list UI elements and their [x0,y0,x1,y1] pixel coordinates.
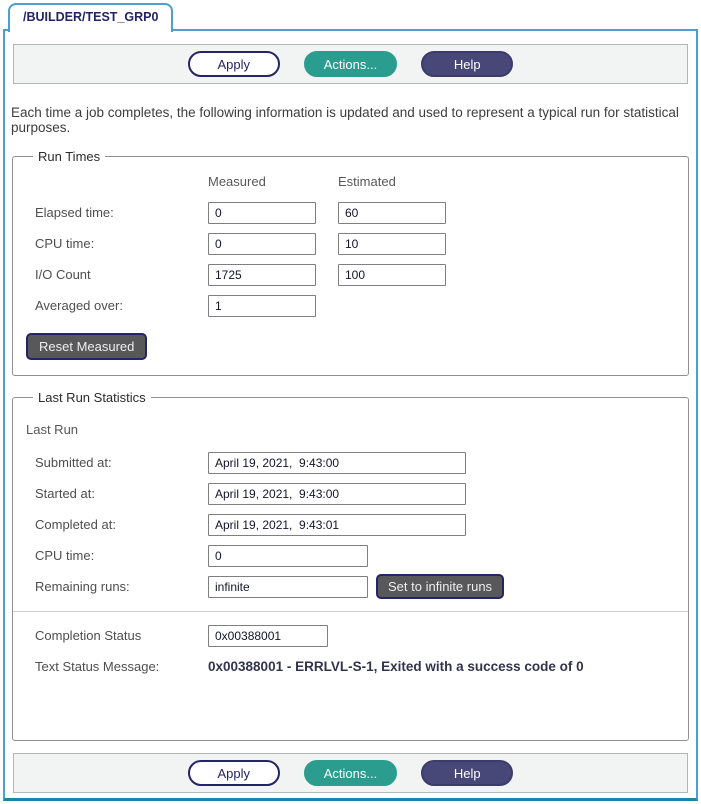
run-times-legend: Run Times [38,149,101,164]
completed-at-label: Completed at: [35,517,116,532]
averaged-over-row [25,290,678,321]
remaining-runs-row [25,571,678,602]
elapsed-time-label: Elapsed time: [35,205,114,220]
completion-status-label: Completion Status [35,628,142,643]
text-status-message-label: Text Status Message: [35,659,160,674]
submitted-at-input[interactable] [208,452,466,474]
remaining-runs-input[interactable] [208,576,368,598]
cpu-time-measured-input[interactable] [208,233,316,255]
cpu-time-row [25,228,678,259]
elapsed-time-measured-input[interactable] [208,202,316,224]
run-times-fieldset [12,149,689,376]
completed-at-row [25,509,678,540]
main-panel [3,29,698,801]
started-at-input[interactable] [208,483,466,505]
apply-button-bottom[interactable]: Apply [188,760,280,786]
cpu-time-label: CPU time: [35,236,95,251]
actions-button-bottom[interactable]: Actions... [304,760,397,786]
last-run-label: Last Run [26,422,79,437]
submitted-at-row [25,447,678,478]
last-run-statistics-legend: Last Run Statistics [38,390,146,405]
cpu-time-estimated-input[interactable] [338,233,446,255]
help-button-bottom[interactable]: Help [421,760,513,786]
remaining-runs-label: Remaining runs: [35,579,130,594]
bottom-toolbar [13,753,688,793]
started-at-row [25,478,678,509]
last-run-statistics-fieldset [12,390,689,741]
reset-measured-button[interactable]: Reset Measured [26,333,147,360]
text-status-message-row [25,651,678,682]
description-text: Each time a job completes, the following information is updated and used to represent a typical run for statistical purposes. [11,105,679,135]
help-button-top[interactable]: Help [421,51,513,77]
last-cpu-time-label: CPU time: [35,548,95,563]
estimated-column-header: Estimated [338,174,396,189]
section-divider [13,611,688,612]
elapsed-time-estimated-input[interactable] [338,202,446,224]
apply-button-top[interactable]: Apply [188,51,280,77]
io-count-estimated-input[interactable] [338,264,446,286]
measured-column-header: Measured [208,174,266,189]
last-cpu-time-input[interactable] [208,545,368,567]
actions-button-top[interactable]: Actions... [304,51,397,77]
set-infinite-runs-button[interactable]: Set to infinite runs [376,574,504,599]
io-count-measured-input[interactable] [208,264,316,286]
completion-status-input[interactable] [208,625,328,647]
averaged-over-input[interactable] [208,295,316,317]
completion-status-row [25,620,678,651]
column-header-row [25,166,678,197]
top-toolbar [13,44,688,84]
text-status-message-value: 0x00388001 - ERRLVL-S-1, Exited with a success code of 0 [208,659,584,674]
submitted-at-label: Submitted at: [35,455,112,470]
io-count-row [25,259,678,290]
last-cpu-time-row [25,540,678,571]
tab-builder-test-grp0[interactable]: /BUILDER/TEST_GRP0 [8,3,173,32]
elapsed-time-row [25,197,678,228]
averaged-over-label: Averaged over: [35,298,123,313]
completed-at-input[interactable] [208,514,466,536]
started-at-label: Started at: [35,486,95,501]
io-count-label: I/O Count [35,267,91,282]
